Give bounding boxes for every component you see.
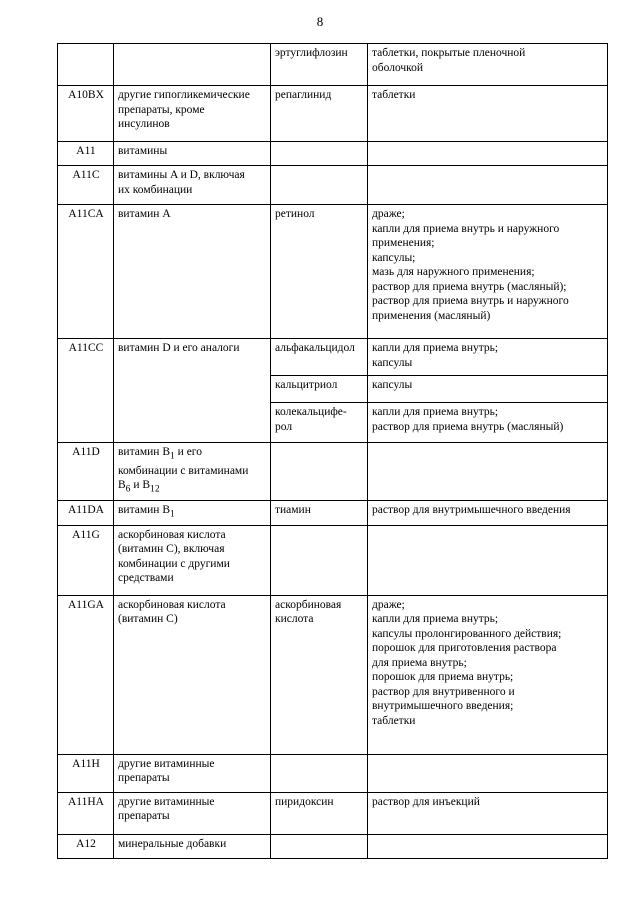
atc-code-cell: A12 bbox=[58, 834, 114, 858]
dosage-forms-cell: капсулы bbox=[368, 376, 608, 403]
group-text: и B bbox=[130, 479, 151, 492]
drug-name-cell bbox=[271, 166, 368, 205]
dosage-forms-cell bbox=[368, 142, 608, 166]
dosage-forms-cell: раствор для внутримышечного введения bbox=[368, 501, 608, 526]
atc-code-cell: A11CC bbox=[58, 339, 114, 443]
group-name-cell: другие витаминные препараты bbox=[114, 754, 271, 792]
drug-name-cell bbox=[271, 754, 368, 792]
subscript: 1 bbox=[170, 450, 175, 462]
dosage-forms-cell bbox=[368, 754, 608, 792]
group-name-cell: другие гипогликемические препараты, кроме инсулинов bbox=[114, 86, 271, 142]
drug-name-cell: эртуглифлозин bbox=[271, 44, 368, 86]
group-text: витамин B bbox=[118, 446, 170, 458]
drug-name-cell bbox=[271, 142, 368, 166]
table-row bbox=[58, 142, 608, 166]
dosage-forms-cell: капли для приема внутрь; капсулы bbox=[368, 339, 608, 376]
drug-name-cell: тиамин bbox=[271, 501, 368, 526]
atc-code-cell: A10BX bbox=[58, 86, 114, 142]
dosage-forms-cell bbox=[368, 834, 608, 858]
drug-name-cell: кальцитриол bbox=[271, 376, 368, 403]
table-row bbox=[58, 339, 608, 376]
table-row bbox=[58, 834, 608, 858]
drug-name-cell: альфакальцидол bbox=[271, 339, 368, 376]
dosage-forms-cell: раствор для инъекций bbox=[368, 792, 608, 834]
dosage-forms-cell: таблетки bbox=[368, 86, 608, 142]
dosage-forms-cell bbox=[368, 525, 608, 595]
drug-name-cell bbox=[271, 834, 368, 858]
atc-code-cell: A11G bbox=[58, 525, 114, 595]
dosage-forms-cell: драже; капли для приема внутрь и наружного применения; капсулы; мазь для наружного применения; раствор для приема внутрь (масляный); раствор для приема внутрь и наружного применения (масляный) bbox=[368, 205, 608, 339]
atc-code-cell: A11HA bbox=[58, 792, 114, 834]
drug-name-cell: пиридоксин bbox=[271, 792, 368, 834]
group-name-cell: аскорбиновая кислота (витамин C), включая комбинации с другими средствами bbox=[114, 525, 271, 595]
dosage-forms-cell bbox=[368, 443, 608, 501]
atc-code-cell: A11CA bbox=[58, 205, 114, 339]
dosage-forms-cell bbox=[368, 166, 608, 205]
atc-code-cell: A11C bbox=[58, 166, 114, 205]
subscript: 12 bbox=[150, 483, 160, 495]
page-number: 8 bbox=[316, 14, 324, 29]
drug-name-cell: ретинол bbox=[271, 205, 368, 339]
table-row bbox=[58, 443, 608, 501]
group-name-cell bbox=[114, 501, 271, 526]
group-name-cell: витамины A и D, включая их комбинации bbox=[114, 166, 271, 205]
group-text: витамин B bbox=[118, 504, 170, 517]
atc-code-cell: A11H bbox=[58, 754, 114, 792]
atc-code-cell: A11D bbox=[58, 443, 114, 501]
atc-code-cell: A11GA bbox=[58, 595, 114, 754]
dosage-forms-cell: драже; капли для приема внутрь; капсулы пролонгированного действия; порошок для приготовления раствора для приема внутрь; порошок для приема внутрь; раствор для внутривенного и внутримышечного введения; таблетки bbox=[368, 595, 608, 754]
dosage-forms-cell: таблетки, покрытые пленочной оболочкой bbox=[368, 44, 608, 86]
group-name-cell: витамины bbox=[114, 142, 271, 166]
subscript: 1 bbox=[170, 508, 175, 520]
table-row bbox=[58, 501, 608, 526]
group-name-cell: витамин A bbox=[114, 205, 271, 339]
group-name-cell bbox=[114, 44, 271, 86]
group-name-cell: другие витаминные препараты bbox=[114, 792, 271, 834]
table-row bbox=[58, 754, 608, 792]
table-row bbox=[58, 595, 608, 754]
atc-code-cell: A11 bbox=[58, 142, 114, 166]
table-row bbox=[58, 525, 608, 595]
table-row bbox=[58, 166, 608, 205]
drug-name-cell: репаглинид bbox=[271, 86, 368, 142]
group-name-cell: аскорбиновая кислота (витамин C) bbox=[114, 595, 271, 754]
table-row bbox=[58, 86, 608, 142]
drug-name-cell bbox=[271, 525, 368, 595]
table-row bbox=[58, 205, 608, 339]
dosage-forms-cell: капли для приема внутрь; раствор для приема внутрь (масляный) bbox=[368, 403, 608, 443]
table-row bbox=[58, 792, 608, 834]
atc-code-cell bbox=[58, 44, 114, 86]
atc-code-cell: A11DA bbox=[58, 501, 114, 526]
table-row bbox=[58, 44, 608, 86]
group-text: и его комбинации с витаминами B bbox=[118, 446, 249, 492]
group-name-cell bbox=[114, 443, 271, 501]
group-name-cell: минеральные добавки bbox=[114, 834, 271, 858]
medication-table bbox=[57, 43, 608, 859]
subscript: 6 bbox=[125, 483, 131, 495]
group-name-cell: витамин D и его аналоги bbox=[114, 339, 271, 443]
drug-name-cell: аскорбиновая кислота bbox=[271, 595, 368, 754]
drug-name-cell: колекальцифе- рол bbox=[271, 403, 368, 443]
drug-name-cell bbox=[271, 443, 368, 501]
